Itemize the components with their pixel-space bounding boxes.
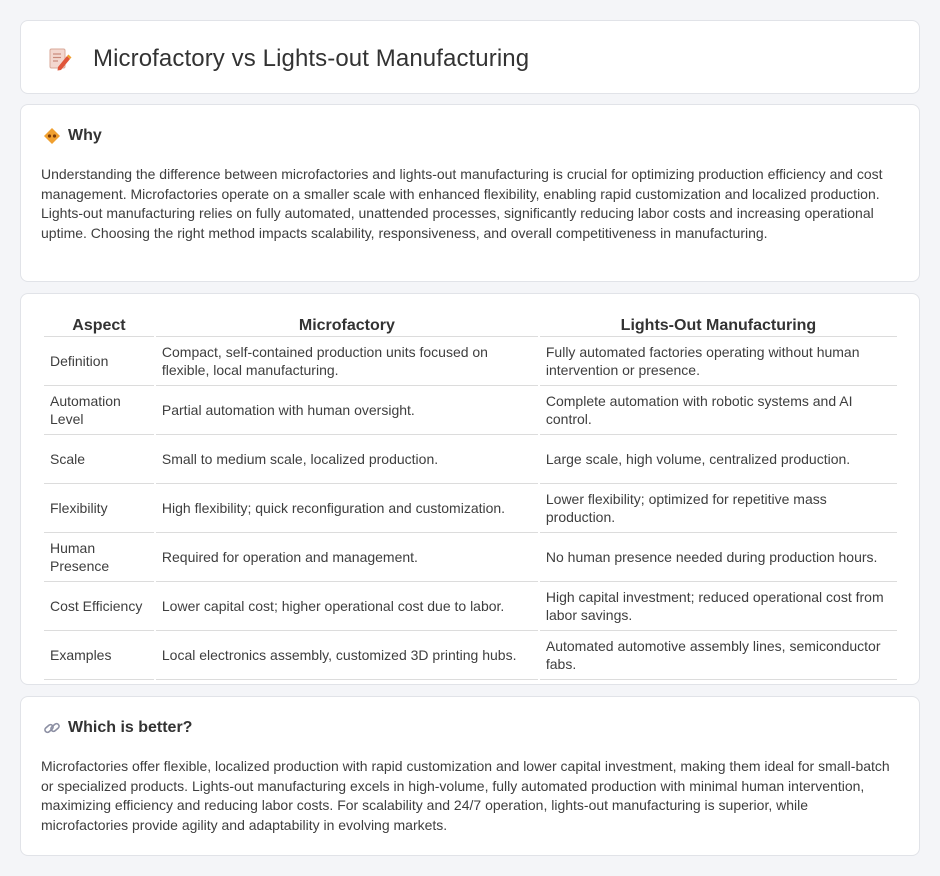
link-icon — [43, 719, 61, 737]
why-heading: Why — [68, 127, 102, 144]
row-aspect: Automation Level — [44, 386, 154, 435]
row-aspect: Flexibility — [44, 484, 154, 533]
row-aspect: Examples — [44, 631, 154, 680]
row-microfactory: High flexibility; quick reconfiguration and customization. — [156, 484, 538, 533]
row-lights-out: High capital investment; reduced operational cost from labor savings. — [540, 582, 897, 631]
row-lights-out: Large scale, high volume, centralized production. — [540, 435, 897, 484]
header-lights-out: Lights-Out Manufacturing — [540, 315, 897, 337]
document-pencil-icon — [45, 45, 73, 73]
row-microfactory: Partial automation with human oversight. — [156, 386, 538, 435]
title-card — [20, 20, 920, 94]
table-row — [44, 533, 897, 582]
diamond-icon — [43, 127, 61, 145]
table-row — [44, 337, 897, 386]
row-microfactory: Compact, self-contained production units focused on flexible, local manufacturing. — [156, 337, 538, 386]
row-aspect: Definition — [44, 337, 154, 386]
row-lights-out: Complete automation with robotic systems and AI control. — [540, 386, 897, 435]
comparison-table — [42, 315, 899, 680]
page-title: Microfactory vs Lights-out Manufacturing — [93, 45, 530, 72]
row-lights-out: Lower flexibility; optimized for repetitive mass production. — [540, 484, 897, 533]
comparison-card — [20, 293, 920, 685]
row-microfactory: Lower capital cost; higher operational cost due to labor. — [156, 582, 538, 631]
table-row — [44, 386, 897, 435]
row-microfactory: Small to medium scale, localized production. — [156, 435, 538, 484]
table-row — [44, 582, 897, 631]
row-microfactory: Local electronics assembly, customized 3D printing hubs. — [156, 631, 538, 680]
table-row — [44, 631, 897, 680]
row-aspect: Cost Efficiency — [44, 582, 154, 631]
table-row — [44, 484, 897, 533]
better-paragraph: Microfactories offer flexible, localized production with rapid customization and lower capital investment, making them ideal for small-batch or specialized products. Lights-out manufacturing excels in high-volume, fully automated production with minimal human intervention, maximizing efficiency and reducing labor costs. For scalability and 24/7 operation, lights-out manufacturing is superior, while microfactories provide agility and adaptability in evolving markets. — [41, 758, 890, 833]
which-is-better-section — [20, 696, 920, 856]
table-row — [44, 435, 897, 484]
row-aspect: Human Presence — [44, 533, 154, 582]
row-lights-out: No human presence needed during production hours. — [540, 533, 897, 582]
row-microfactory: Required for operation and management. — [156, 533, 538, 582]
row-lights-out: Fully automated factories operating without human intervention or presence. — [540, 337, 897, 386]
why-heading-row — [43, 127, 102, 145]
why-section — [20, 104, 920, 282]
header-aspect: Aspect — [44, 315, 154, 337]
better-heading: Which is better? — [68, 719, 193, 736]
title-row — [45, 41, 529, 77]
why-paragraph: Understanding the difference between microfactories and lights-out manufacturing is crucial for optimizing production efficiency and cost management. Microfactories operate on a smaller scale with enhanced flexibility, enabling rapid customization and localized production. Lights-out manufacturing relies on fully automated, unattended processes, significantly reducing labor costs and increasing operational uptime. Choosing the right method impacts scalability, responsiveness, and overall competitiveness in manufacturing. — [41, 166, 883, 241]
table-header-row — [44, 315, 897, 337]
row-lights-out: Automated automotive assembly lines, semiconductor fabs. — [540, 631, 897, 680]
header-microfactory: Microfactory — [156, 315, 538, 337]
row-aspect: Scale — [44, 435, 154, 484]
better-heading-row — [43, 719, 192, 737]
